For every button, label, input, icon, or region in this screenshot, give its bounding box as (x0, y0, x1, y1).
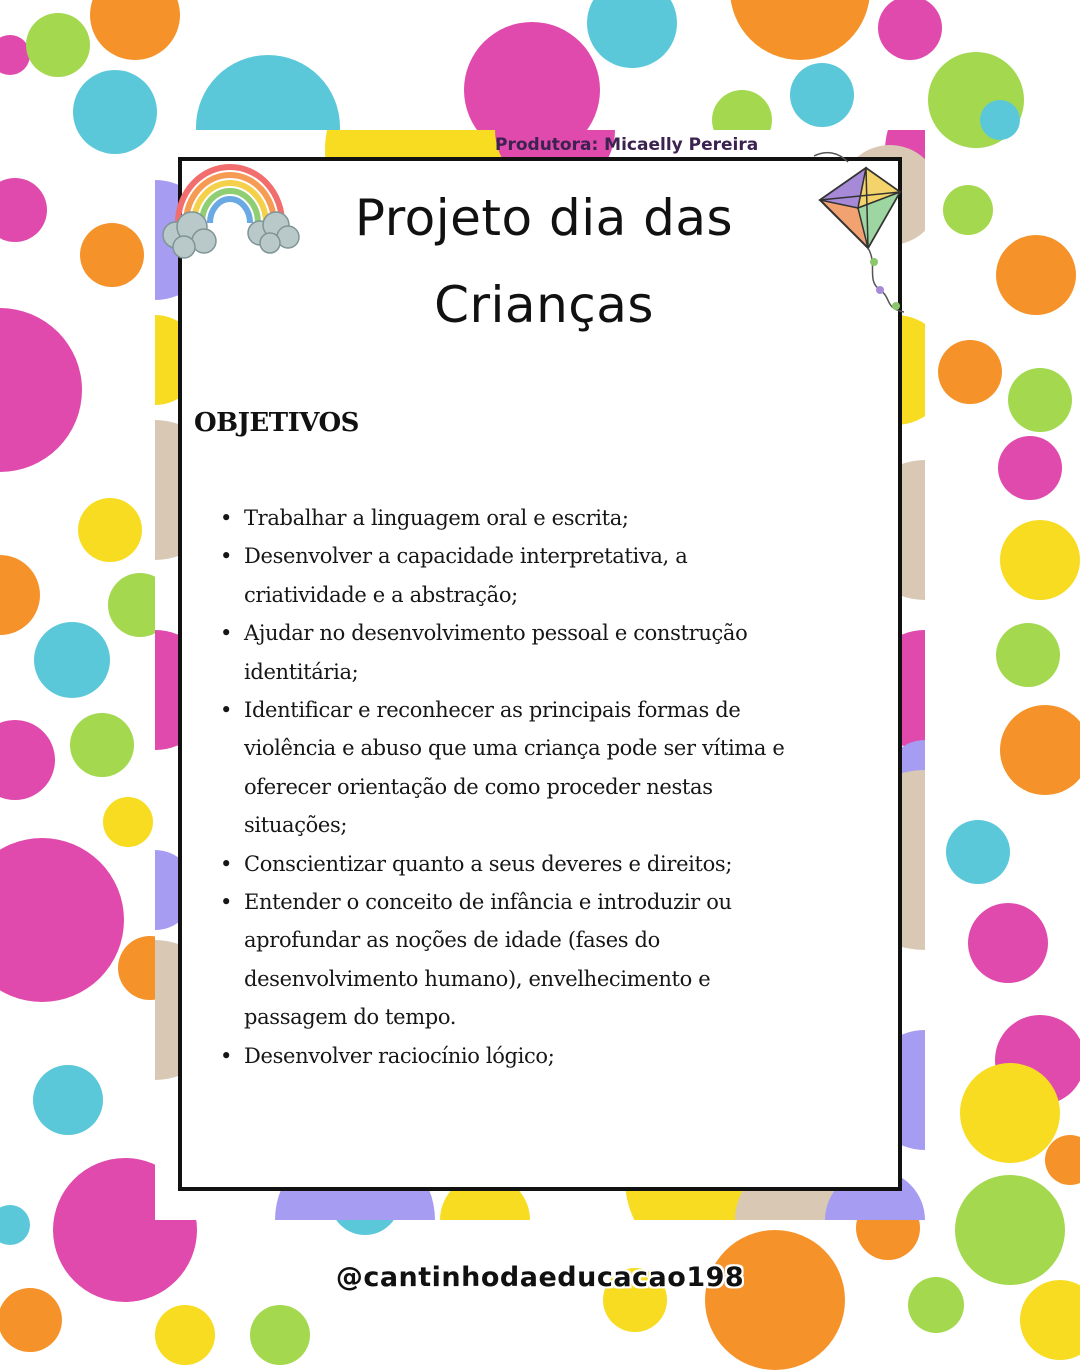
polka-dot (73, 70, 157, 154)
objective-text-line: identitária; (244, 659, 359, 684)
polka-dot (70, 713, 134, 777)
polka-dot (587, 0, 677, 68)
polka-dot (155, 1305, 215, 1365)
objective-text-line: Entender o conceito de infância e introduzir ou (244, 890, 732, 915)
objective-text-line: Ajudar no desenvolvimento pessoal e construção (244, 621, 748, 646)
content-frame (178, 157, 902, 1191)
polka-dot (730, 0, 870, 60)
polka-dot (980, 100, 1020, 140)
producer-credit: Produtora: Micaelly Pereira (495, 135, 759, 155)
objective-text-line: situações; (244, 813, 348, 838)
objective-text-line: oferecer orientação de como proceder nestas (244, 774, 713, 799)
rainbow-icon (160, 135, 300, 265)
polka-dot (80, 223, 144, 287)
polka-dot (878, 0, 942, 60)
polka-dot (996, 623, 1060, 687)
polka-dot (90, 0, 180, 60)
objective-text-line: desenvolvimento humano), envelhecimento e (244, 966, 711, 991)
polka-dot (996, 235, 1076, 315)
kite-icon (808, 140, 928, 315)
objective-item (220, 614, 886, 691)
page-title-line-2: Crianças (434, 276, 654, 334)
objective-item (220, 537, 886, 614)
polka-dot (34, 622, 110, 698)
polka-dot (0, 555, 40, 635)
objective-item (220, 845, 886, 883)
objective-text-line: violência e abuso que uma criança pode ser vítima e (244, 736, 785, 761)
polka-dot (998, 436, 1062, 500)
objective-text-line: passagem do tempo. (244, 1005, 457, 1030)
social-handle: @cantinhodaeducacao198 (335, 1262, 745, 1293)
objective-text-line: Trabalhar a linguagem oral e escrita; (244, 506, 629, 530)
polka-dot (943, 185, 993, 235)
polka-dot (938, 340, 1002, 404)
polka-dot (705, 1230, 845, 1370)
page-title-line-1: Projeto dia das (354, 189, 734, 247)
objective-item (220, 499, 886, 537)
objective-text-line: aprofundar as noções de idade (fases do (244, 928, 660, 953)
polka-dot (0, 308, 82, 472)
polka-dot (0, 1205, 30, 1245)
objective-text-line: Conscientizar quanto a seus deveres e direitos; (244, 851, 733, 876)
objective-item (220, 883, 886, 1037)
objective-item (220, 1037, 886, 1075)
polka-dot (103, 797, 153, 847)
objective-text-line: Desenvolver a capacidade interpretativa, a (244, 544, 688, 569)
polka-dot (1008, 368, 1072, 432)
polka-dot (0, 720, 55, 800)
polka-dot (26, 13, 90, 77)
polka-dot (1000, 705, 1080, 795)
polka-dot (946, 820, 1010, 884)
polka-dot (968, 903, 1048, 983)
polka-dot (33, 1065, 103, 1135)
polka-dot (78, 498, 142, 562)
polka-dot (250, 1305, 310, 1365)
objective-text-line: Desenvolver raciocínio lógico; (244, 1043, 555, 1068)
objective-item (220, 691, 886, 845)
objectives-heading: OBJETIVOS (194, 408, 359, 438)
polka-dot (0, 178, 47, 242)
polka-dot (0, 838, 124, 1002)
polka-dot (1045, 1135, 1080, 1185)
objectives-list (220, 499, 886, 1075)
polka-dot (960, 1063, 1060, 1163)
objective-text-line: Identificar e reconhecer as principais formas de (244, 698, 741, 723)
polka-dot (1000, 520, 1080, 600)
objective-text-line: criatividade e a abstração; (244, 582, 518, 607)
polka-dot (0, 1288, 62, 1352)
polka-dot (790, 63, 854, 127)
